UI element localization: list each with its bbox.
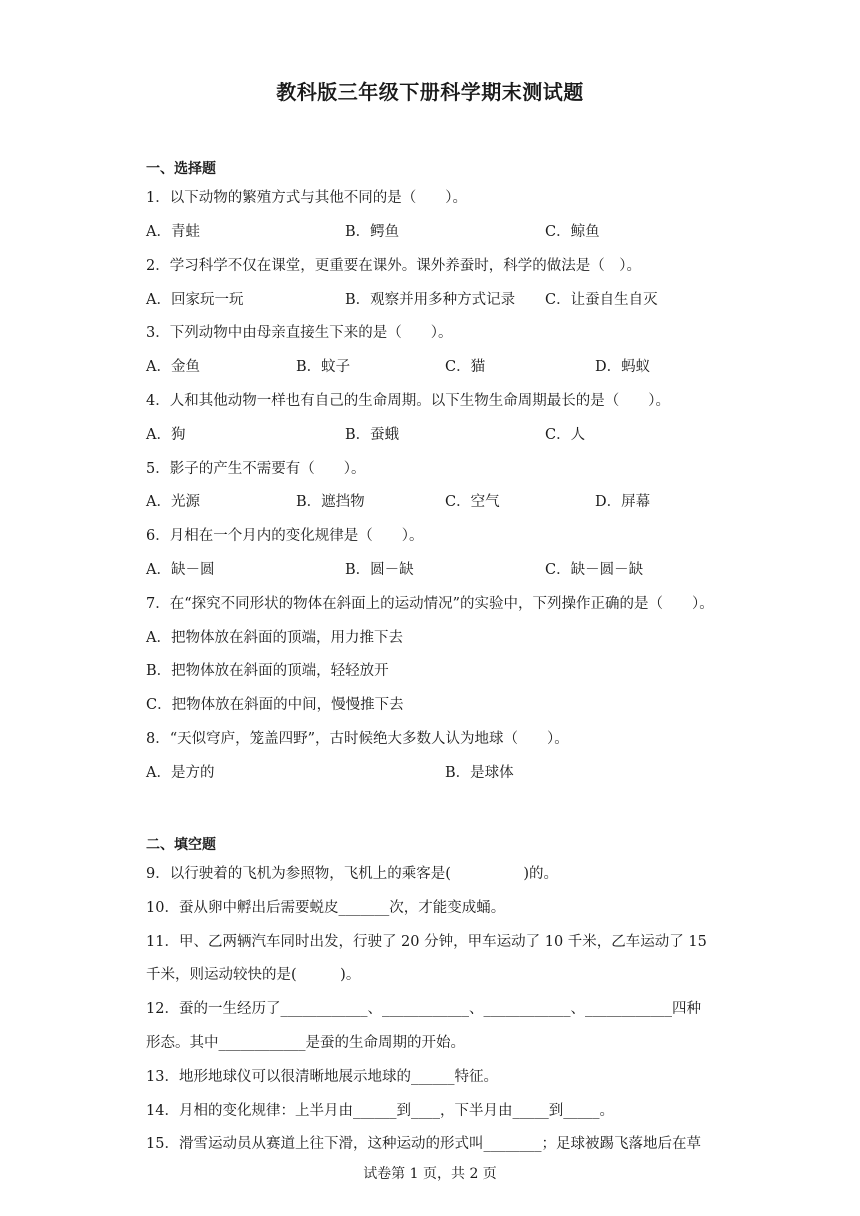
question-15-line: 15．滑雪运动员从赛道上往下滑，这种运动的形式叫________；足球被踢飞落地后在草 — [146, 1136, 701, 1152]
question-4-option-c: C．人 — [545, 427, 586, 443]
question-4-option-a: A．狗 — [146, 427, 186, 443]
question-6-stem: 6．月相在一个月内的变化规律是（ ）。 — [146, 528, 424, 544]
section-heading-choice: 一、选择题 — [146, 161, 216, 177]
question-3-option-a: A．金鱼 — [146, 359, 200, 375]
question-8-stem: 8．“天似穹庐，笼盖四野”，古时候绝大多数人认为地球（ ）。 — [146, 731, 569, 747]
question-3-option-d: D．蚂蚁 — [595, 359, 651, 375]
question-5-option-a: A．光源 — [146, 494, 200, 510]
page-footer: 试卷第 1 页，共 2 页 — [363, 1166, 497, 1182]
question-8-option-a: A．是方的 — [146, 765, 215, 781]
question-2-option-b: B．观察并用多种方式记录 — [345, 292, 516, 308]
section-heading-fill-in: 二、填空题 — [146, 837, 216, 853]
question-7-option-a: A．把物体放在斜面的顶端，用力推下去 — [146, 630, 403, 646]
question-7-stem: 7．在“探究不同形状的物体在斜面上的运动情况”的实验中，下列操作正确的是（ ）。 — [146, 596, 714, 612]
question-2-stem: 2．学习科学不仅在课堂，更重要在课外。课外养蚕时，科学的做法是（ ）。 — [146, 258, 641, 274]
question-5-option-c: C．空气 — [445, 494, 500, 510]
question-1-option-a: A．青蛙 — [146, 224, 200, 240]
question-1-stem: 1．以下动物的繁殖方式与其他不同的是（ ）。 — [146, 190, 467, 206]
question-11-line-2: 千米，则运动较快的是( )。 — [146, 967, 361, 983]
question-3-option-c: C．猫 — [445, 359, 486, 375]
question-8-option-b: B．是球体 — [445, 765, 514, 781]
question-4-stem: 4．人和其他动物一样也有自己的生命周期。以下生物生命周期最长的是（ ）。 — [146, 393, 670, 409]
question-4-option-b: B．蚕蛾 — [345, 427, 400, 443]
question-2-option-a: A．回家玩一玩 — [146, 292, 244, 308]
question-11-line-1: 11．甲、乙两辆汽车同时出发，行驶了 20 分钟，甲车运动了 10 千米，乙车运动了 15 — [146, 934, 707, 950]
question-10-line: 10．蚕从卵中孵出后需要蜕皮_______次，才能变成蛹。 — [146, 900, 506, 916]
question-1-option-c: C．鲸鱼 — [545, 224, 600, 240]
question-7-option-b: B．把物体放在斜面的顶端，轻轻放开 — [146, 663, 389, 679]
question-5-option-d: D．屏幕 — [595, 494, 651, 510]
question-2-option-c: C．让蚕自生自灭 — [545, 292, 658, 308]
question-5-stem: 5．影子的产生不需要有（ ）。 — [146, 461, 366, 477]
question-9-line: 9．以行驶着的飞机为参照物，飞机上的乘客是( )的。 — [146, 866, 559, 882]
question-1-option-b: B．鳄鱼 — [345, 224, 400, 240]
page-title: 教科版三年级下册科学期末测试题 — [276, 80, 584, 104]
question-5-option-b: B．遮挡物 — [296, 494, 365, 510]
question-12-line-1: 12．蚕的一生经历了____________、____________、____________、____________四种 — [146, 1001, 701, 1017]
question-3-option-b: B．蚊子 — [296, 359, 351, 375]
question-14-line: 14．月相的变化规律：上半月由______到____，下半月由_____到_____。 — [146, 1103, 614, 1119]
question-6-option-a: A．缺－圆 — [146, 562, 215, 578]
question-3-stem: 3．下列动物中由母亲直接生下来的是（ ）。 — [146, 325, 453, 341]
question-6-option-b: B．圆－缺 — [345, 562, 414, 578]
question-7-option-c: C．把物体放在斜面的中间，慢慢推下去 — [146, 697, 404, 713]
question-12-line-2: 形态。其中____________是蚕的生命周期的开始。 — [146, 1035, 465, 1051]
question-13-line: 13．地形地球仪可以很清晰地展示地球的______特征。 — [146, 1069, 498, 1085]
question-6-option-c: C．缺－圆－缺 — [545, 562, 644, 578]
